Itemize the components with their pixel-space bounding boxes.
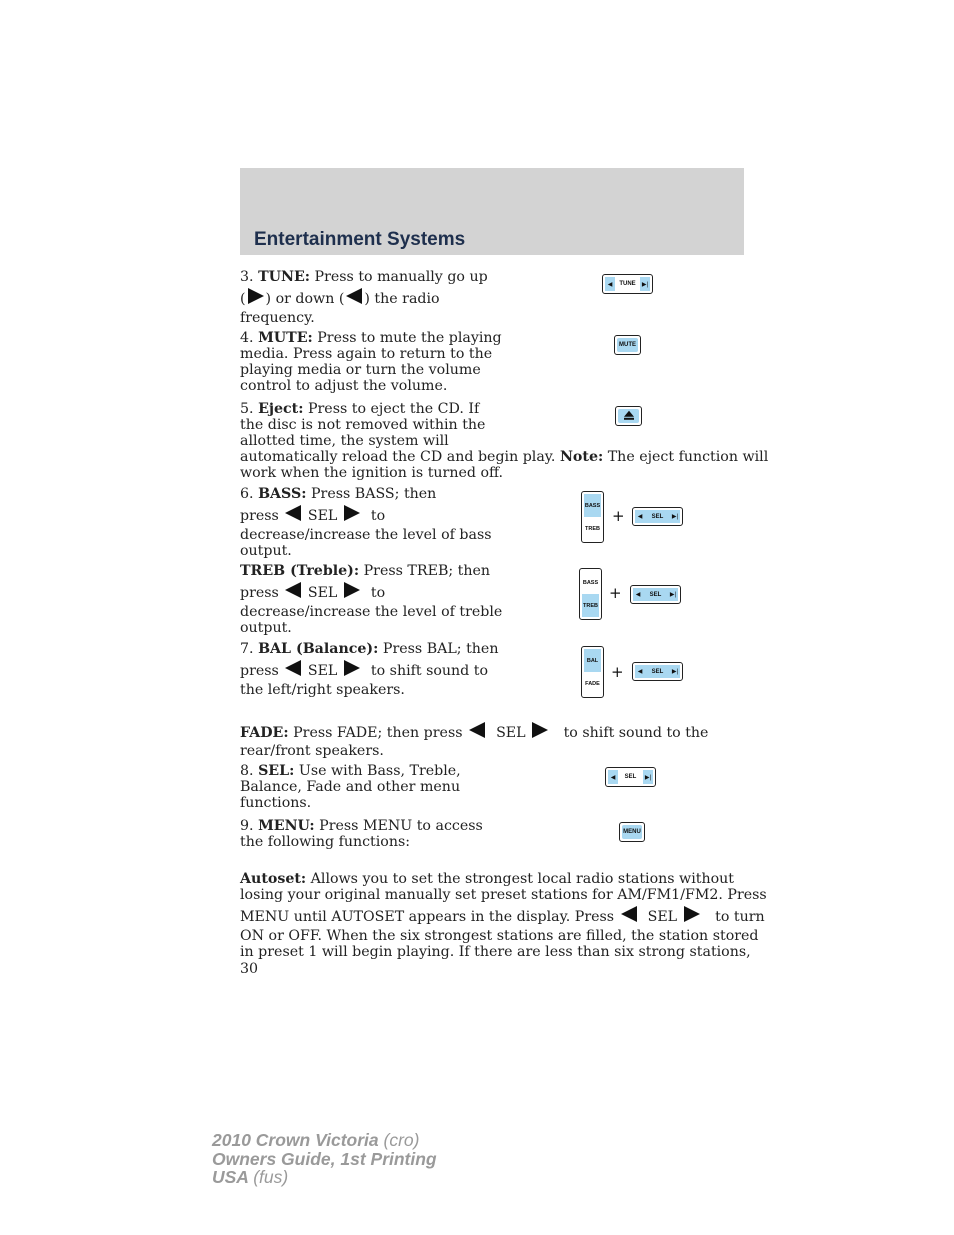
- tune-text: 3. TUNE: Press to manually go up ( ) or down ( ) the radio frequency.: [240, 269, 488, 326]
- right-arrow-icon: [532, 722, 548, 738]
- page-number: 30: [240, 961, 259, 977]
- left-arrow-icon: [346, 288, 362, 304]
- left-arrow-icon: [621, 906, 637, 922]
- bal-fade-button-icon: BAL FADE: [581, 646, 604, 698]
- document-footer: 2010 Crown Victoria (cro) Owners Guide, 1st Printing USA (fus): [212, 1130, 437, 1187]
- left-arrow-icon: [285, 660, 301, 676]
- treb-text: TREB (Treble): Press TREB; then press SEL to decrease/increase the level of treble output.: [240, 563, 503, 636]
- sel-text: 8. SEL: Use with Bass, Treble, Balance, Fade and other menu functions.: [240, 763, 461, 811]
- eject-icon: [624, 411, 634, 420]
- menu-button-icon: MENU: [619, 822, 645, 842]
- eject-button-icon: [615, 406, 642, 426]
- sel-button-icon: ◀ SEL ▶|: [630, 585, 681, 604]
- left-arrow-icon: [285, 505, 301, 521]
- bal-text: 7. BAL (Balance): Press BAL; then press SEL to shift sound to the left/right speakers.: [240, 641, 499, 698]
- fade-text: FADE: Press FADE; then press SEL to shift sound to the rear/front speakers.: [240, 722, 708, 759]
- right-arrow-icon: [684, 906, 700, 922]
- eject-text: 5. Eject: Press to eject the CD. If the disc is not removed within the allotted time, the system will automatically reload the CD and begin play. Note: The eject function will work when the ignition is turned off.: [240, 401, 769, 481]
- left-arrow-icon: [469, 722, 485, 738]
- sel-button-icon: ◀ SEL ▶|: [632, 662, 683, 681]
- sel-button-icon: ◀ SEL ▶|: [632, 507, 683, 526]
- tune-button-icon: ◀ TUNE ▶|: [602, 274, 653, 294]
- mute-button-icon: MUTE: [614, 335, 641, 355]
- bass-treb-button-icon: BASS TREB: [579, 568, 602, 620]
- mute-text: 4. MUTE: Press to mute the playing media. Press again to return to the playing media or turn the volume control to adjust the volume.: [240, 330, 502, 394]
- bass-text: 6. BASS: Press BASS; then press SEL to decrease/increase the level of bass output.: [240, 486, 492, 559]
- left-arrow-icon: [285, 582, 301, 598]
- section-header-band: [240, 168, 744, 255]
- right-arrow-icon: [344, 505, 360, 521]
- right-arrow-icon: [344, 582, 360, 598]
- right-arrow-icon: [248, 288, 264, 304]
- autoset-text: Autoset: Allows you to set the strongest local radio stations without losing your original manually set preset stations for AM/FM1/FM2. Press MENU until AUTOSET appears in the display. Press SEL to turn ON or OFF. When the six strongest stations are filled, the station stored in preset 1 will begin playing. If there are less than six strong stations,: [240, 871, 767, 960]
- right-arrow-icon: [344, 660, 360, 676]
- sel-button-icon: ◀ SEL ▶|: [605, 767, 656, 787]
- section-title: Entertainment Systems: [254, 229, 466, 250]
- bass-treb-button-icon: BASS TREB: [581, 491, 604, 543]
- menu-text: 9. MENU: Press MENU to access the following functions:: [240, 818, 483, 850]
